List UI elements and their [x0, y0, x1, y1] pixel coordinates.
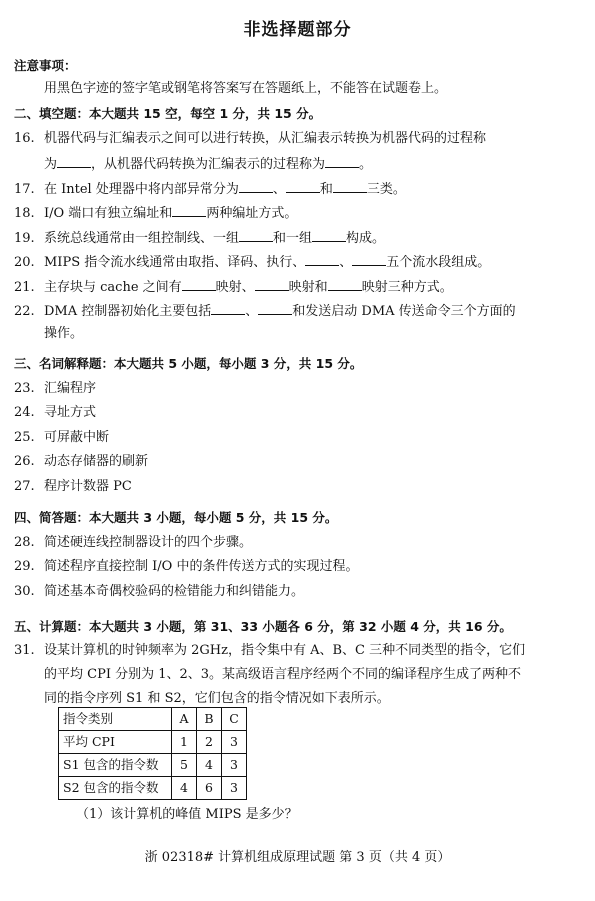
question-22 [14, 302, 574, 320]
question-17 [14, 180, 574, 198]
table-cell: 3 [222, 754, 247, 777]
question-text: 和一组 [273, 231, 313, 246]
table-header-cell: C [222, 708, 247, 731]
answer-blank [325, 155, 359, 168]
question-text: 、 [272, 182, 286, 197]
answer-blank [211, 302, 245, 315]
question-22-cont: 操作。 [44, 326, 84, 341]
table-cell: 3 [222, 777, 247, 800]
question-number: 16. [14, 131, 35, 146]
answer-blank [333, 180, 367, 193]
question-text: 可屏蔽中断 [44, 430, 110, 445]
question-31 [14, 643, 574, 659]
answer-blank [239, 180, 273, 193]
question-31-line3: 同的指令序列 S1 和 S2，它们包含的指令情况如下表所示。 [44, 691, 390, 706]
answer-blank [255, 278, 289, 291]
question-text: 在 Intel 处理器中将内部异常分为 [44, 182, 239, 197]
table-cell: S1 包含的指令数 [59, 754, 172, 777]
question-number: 17. [14, 182, 35, 197]
question-text: 和 [319, 182, 333, 197]
answer-blank [172, 204, 206, 217]
answer-blank [239, 229, 273, 242]
question-number: 26. [14, 454, 35, 469]
table-header-cell: B [197, 708, 222, 731]
question-25 [14, 430, 574, 446]
question-text: I/O 端口有独立编址和 [44, 206, 173, 221]
notice-text: 用黑色字迹的签字笔或钢笔将答案写在答题纸上，不能答在试题卷上。 [44, 81, 448, 96]
question-text: 系统总线通常由一组控制线、一组 [44, 231, 240, 246]
table-header-cell: A [172, 708, 197, 731]
table-cell: 2 [197, 731, 222, 754]
question-number: 29. [14, 559, 35, 574]
answer-blank [305, 253, 339, 266]
question-text: 映射、 [215, 280, 255, 295]
question-text: 五个流水段组成。 [386, 255, 491, 270]
question-21 [14, 278, 574, 296]
question-number: 21. [14, 280, 35, 295]
section-calculation-heading: 五、计算题：本大题共 3 小题，第 31、33 小题各 6 分，第 32 小题 4 分，共 16 分。 [14, 619, 512, 634]
table-row [59, 731, 247, 754]
question-text: 、 [245, 304, 259, 319]
question-text: 、 [339, 255, 353, 270]
table-cell: 5 [172, 754, 197, 777]
table-cell: 1 [172, 731, 197, 754]
question-text: 机器代码与汇编表示之间可以进行转换，从汇编表示转换为机器代码的过程称 [44, 131, 487, 146]
question-number: 24. [14, 405, 35, 420]
question-text: 映射三种方式。 [361, 280, 453, 295]
answer-blank [182, 278, 216, 291]
question-text: 。 [359, 157, 373, 172]
question-text: 和发送启动 DMA 传送命令三个方面的 [292, 304, 516, 319]
table-row [59, 777, 247, 800]
question-text: MIPS 指令流水线通常由取指、译码、执行、 [44, 255, 306, 270]
table-cell: 3 [222, 731, 247, 754]
question-text: 简述基本奇偶校验码的检错能力和纠错能力。 [44, 584, 305, 599]
question-number: 22. [14, 304, 35, 319]
answer-blank [258, 302, 292, 315]
question-text: DMA 控制器初始化主要包括 [44, 304, 212, 319]
table-header-cell: 指令类别 [59, 708, 172, 731]
question-number: 28. [14, 535, 35, 550]
question-number: 23. [14, 381, 35, 396]
table-header-row [59, 708, 247, 731]
question-16 [14, 131, 574, 147]
question-number: 31. [14, 643, 35, 658]
question-30 [14, 584, 574, 600]
question-text: 映射和 [288, 280, 328, 295]
question-28 [14, 535, 574, 551]
question-text: 汇编程序 [44, 381, 97, 396]
notice-heading: 注意事项： [14, 58, 77, 73]
answer-blank [352, 253, 386, 266]
instruction-table [58, 707, 247, 800]
question-number: 30. [14, 584, 35, 599]
question-text: 三类。 [366, 182, 406, 197]
question-19 [14, 229, 574, 247]
table-cell: 4 [197, 754, 222, 777]
question-number: 20. [14, 255, 35, 270]
question-31-sub1: （1）该计算机的峰值 MIPS 是多少？ [76, 807, 298, 822]
table-cell: 6 [197, 777, 222, 800]
table-row [59, 754, 247, 777]
answer-blank [312, 229, 346, 242]
section-short-answer-heading: 四、简答题：本大题共 3 小题，每小题 5 分，共 15 分。 [14, 510, 338, 525]
question-20 [14, 253, 574, 271]
question-number: 27. [14, 479, 35, 494]
section-definitions-heading: 三、名词解释题：本大题共 5 小题，每小题 3 分，共 15 分。 [14, 356, 363, 371]
question-number: 18. [14, 206, 35, 221]
question-text: 为 [44, 157, 58, 172]
answer-blank [328, 278, 362, 291]
question-text: 简述硬连线控制器设计的四个步骤。 [44, 535, 253, 550]
question-text: ，从机器代码转换为汇编表示的过程称为 [91, 157, 326, 172]
page-title: 非选择题部分 [243, 20, 352, 40]
question-24 [14, 405, 574, 421]
question-text: 动态存储器的刷新 [44, 454, 149, 469]
question-text: 主存块与 cache 之间有 [44, 280, 182, 295]
section-fill-in-heading: 二、填空题：本大题共 15 空，每空 1 分，共 15 分。 [14, 106, 322, 121]
question-number: 25. [14, 430, 35, 445]
question-23 [14, 381, 574, 397]
question-text: 设某计算机的时钟频率为 2GHz，指令集中有 A、B、C 三种不同类型的指令，它们 [44, 643, 526, 658]
question-text: 程序计数器 PC [44, 479, 132, 494]
answer-blank [286, 180, 320, 193]
page-footer: 浙 02318# 计算机组成原理试题 第 3 页（共 4 页） [144, 850, 451, 865]
table-cell: 平均 CPI [59, 731, 172, 754]
answer-blank [57, 155, 91, 168]
question-26 [14, 454, 574, 470]
question-18 [14, 204, 574, 222]
question-number: 19. [14, 231, 35, 246]
question-text: 简述程序直接控制 I/O 中的条件传送方式的实现过程。 [44, 559, 359, 574]
question-text: 两种编址方式。 [206, 206, 298, 221]
question-27 [14, 479, 574, 495]
question-29 [14, 559, 574, 575]
question-31-line2: 的平均 CPI 分别为 1、2、3。某高级语言程序经两个不同的编译程序生成了两种不 [44, 667, 522, 682]
question-16-cont [44, 155, 564, 173]
question-text: 寻址方式 [44, 405, 97, 420]
table-cell: 4 [172, 777, 197, 800]
table-cell: S2 包含的指令数 [59, 777, 172, 800]
question-text: 构成。 [346, 231, 386, 246]
